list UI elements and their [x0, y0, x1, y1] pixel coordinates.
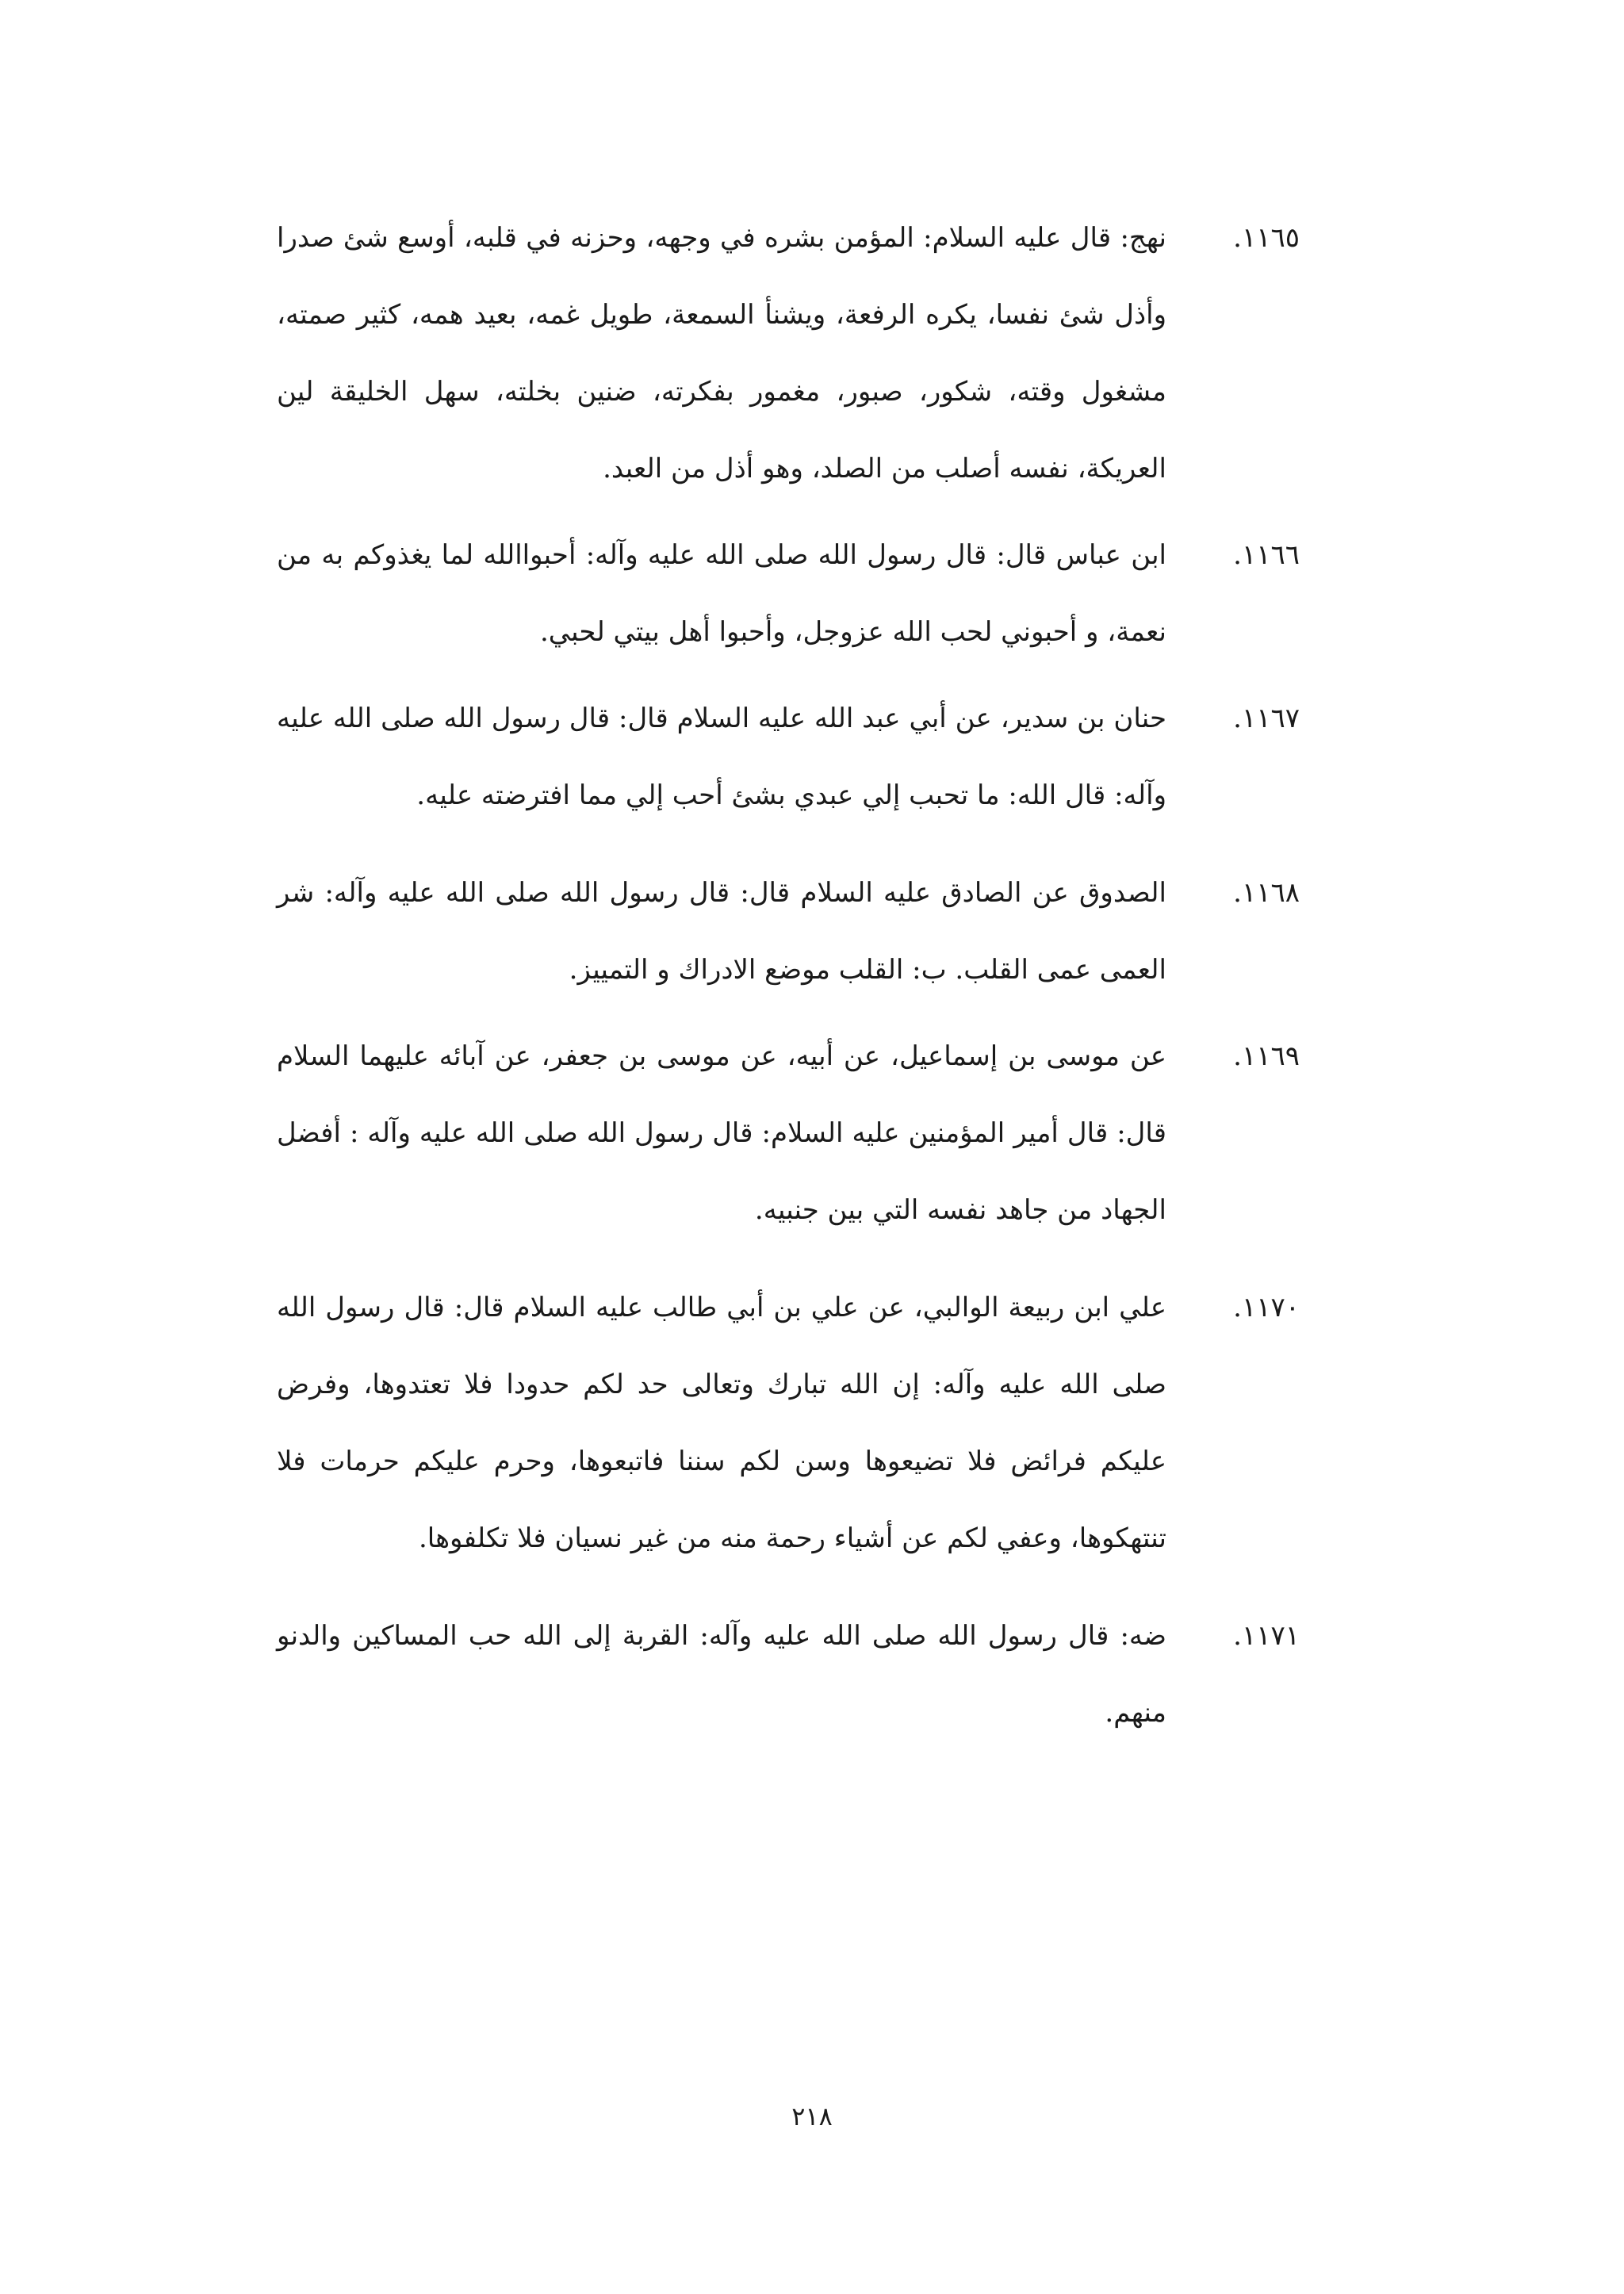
hadith-number: ١١٦٩. [1233, 1040, 1300, 1072]
hadith-text: حنان بن سدير، عن أبي عبد الله عليه السلام قال: قال رسول الله صلى الله عليه وآله: قال الله: ما تحبب إلي عبدي بشئ أحب إلي مما افترضته عليه. [277, 703, 1166, 811]
hadith-entry [277, 1598, 1300, 1752]
hadith-text: نهج: قال عليه السلام: المؤمن بشره في وجهه، وحزنه في قلبه، أوسع شئ صدرا وأذل شئ نفسا، يكره الرفعة، ويشنأ السمعة، طويل غمه، بعيد همه، كثير صمته، مشغول وقته، شكور، صبور، مغمور بفكرته، ضنين بخلته، سهل الخليقة لين العريكة، نفسه أصلب من الصلد، وهو أذل من العبد. [277, 222, 1166, 484]
hadith-number: ١١٦٨. [1233, 877, 1300, 909]
hadith-list [277, 200, 1300, 1761]
hadith-number: ١١٦٥. [1233, 222, 1300, 254]
hadith-entry [277, 200, 1300, 507]
hadith-text: علي ابن ربيعة الوالبي، عن علي بن أبي طالب عليه السلام قال: قال رسول الله صلى الله عليه وآله: إن الله تبارك وتعالى حد لكم حدودا فلا تعتدوها، وفرض عليكم فرائض فلا تضيعوها وسن لكم سننا فاتبعوها، وحرم عليكم حرمات فلا تنتهكوها، وعفي لكم عن أشياء رحمة منه من غير نسيان فلا تكلفوها. [277, 1292, 1166, 1554]
hadith-entry [277, 1270, 1300, 1577]
hadith-entry [277, 855, 1300, 1009]
hadith-number: ١١٦٧. [1233, 703, 1300, 734]
hadith-number: ١١٧٠. [1233, 1292, 1300, 1323]
hadith-text: ابن عباس قال: قال رسول الله صلى الله عليه وآله: أحبواالله لما يغذوكم به من نعمة، و أحبوني لحب الله عزوجل، وأحبوا أهل بيتي لحبي. [277, 539, 1166, 648]
hadith-entry [277, 1018, 1300, 1249]
hadith-entry [277, 680, 1300, 834]
hadith-text: ضه: قال رسول الله صلى الله عليه وآله: القربة إلى الله حب المساكين والدنو منهم. [277, 1620, 1166, 1729]
hadith-number: ١١٧١. [1233, 1620, 1300, 1652]
hadith-number: ١١٦٦. [1233, 539, 1300, 571]
page-number: ٢١٨ [791, 2101, 833, 2131]
hadith-text: عن موسى بن إسماعيل، عن أبيه، عن موسى بن جعفر، عن آبائه عليهما السلام قال: قال أمير المؤمنين عليه السلام: قال رسول الله صلى الله عليه وآله : أفضل الجهاد من جاهد نفسه التي بين جنبيه. [277, 1040, 1166, 1226]
hadith-entry [277, 517, 1300, 671]
hadith-text: الصدوق عن الصادق عليه السلام قال: قال رسول الله صلى الله عليه وآله: شر العمى عمى القلب. ب: القلب موضع الادراك و التمييز. [277, 877, 1166, 986]
